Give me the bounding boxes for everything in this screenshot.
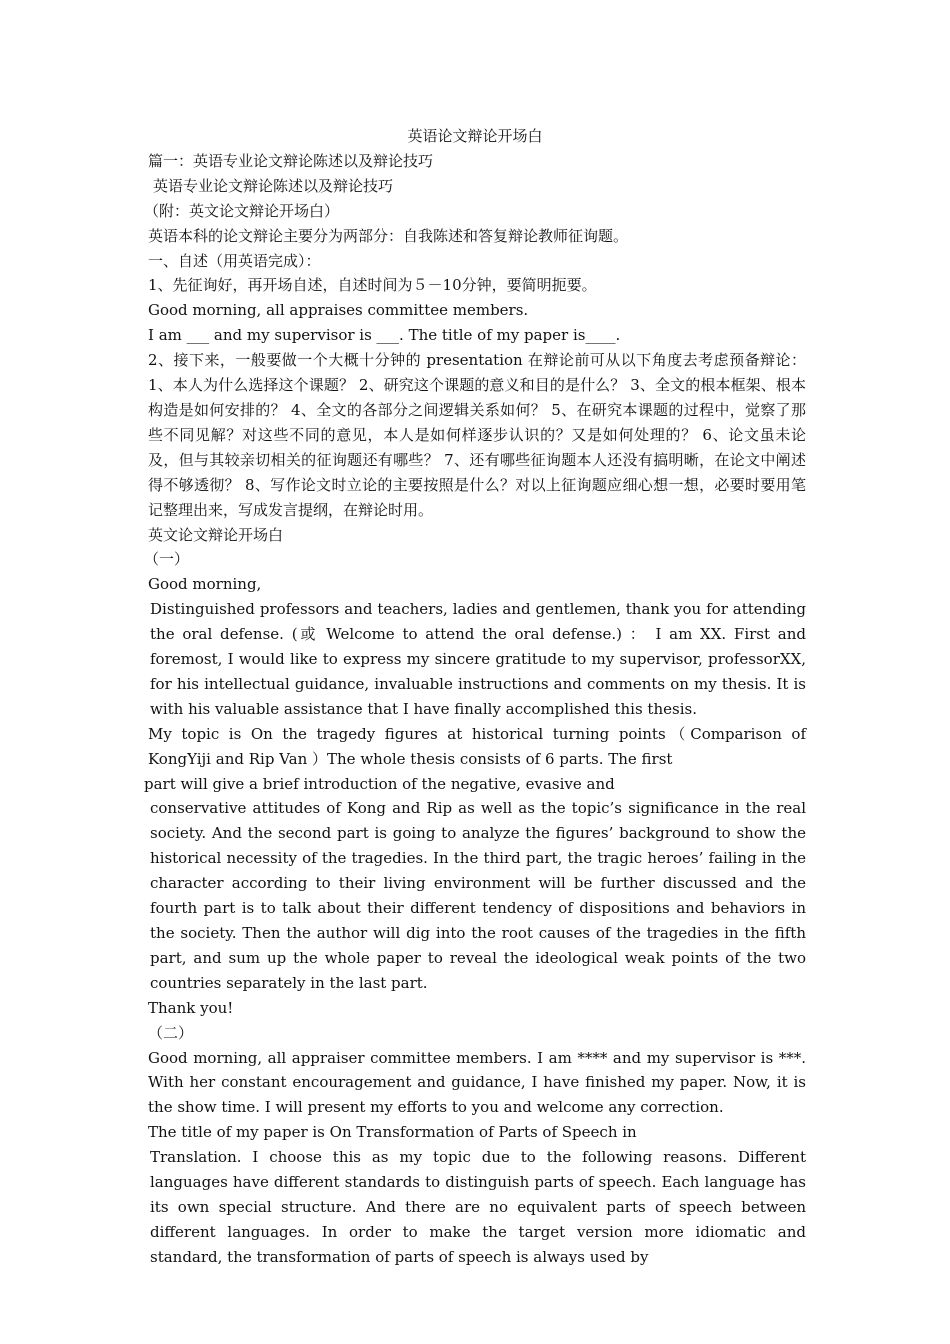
section-number: （二）: [148, 1023, 194, 1042]
paragraph: conservative attitudes of Kong and Rip as well as the topic’s significance in the real society. And the second part is going to analyze the figures’ background to show the historical necessity of the tragedies. In the third part, the tragic heroes’ failing in the character according to their living environment will be further discussed and the fourth part is to talk about their different tendency of dispositions and behaviors in the society. Then the author will dig into the root causes of the tragedies in the fifth part, and sum up the whole paper to reveal the ideological weak points of the two countries separately in the last part.: [150, 799, 806, 992]
paragraph: Thank you!: [148, 998, 234, 1017]
paragraph: Distinguished professors and teachers, ladies and gentlemen, thank you for attending the oral defense. (或 Welcome to attend the oral defense.) ： I am XX. First and foremost, I would like to express my sincere gratitude to my supervisor, professorXX, for his intellectual guidance, invaluable instructions and comments on my thesis. It is with his valuable assistance that I have finally accomplished this thesis.: [150, 600, 806, 718]
paragraph: 2、接下来，一般要做一个大概十分钟的 presentation 在辩论前可从以下角度去考虑预备辩论： 1、本人为什么选择这个课题？ 2、研究这个课题的意义和目的是什么？ 3、全文的根本框架、根本构造是如何安排的？ 4、全文的各部分之间逻辑关系如何？ 5、在研究本课题的过程中，觉察了那些不同见解？对这些不同的意见，本人是如何样逐步认识的？又是如何处理的？ 6、论文虽未论及，但与其较亲切相关的征询题还有哪些？ 7、还有哪些征询题本人还没有搞明晰，在论文中阐述得不够透彻？ 8、写作论文时立论的主要按照是什么？对以上征询题应细心想一想，必要时要用笔记整理出来，写成发言提纲，在辩论时用。: [148, 351, 806, 519]
paragraph: 1、先征询好，再开场自述，自述时间为５－10分钟，要简明扼要。: [148, 276, 597, 295]
section-heading: 英文论文辩论开场白: [148, 525, 284, 544]
paragraph: The title of my paper is On Transformation of Parts of Speech in: [148, 1123, 637, 1142]
paragraph: 一、自述（用英语完成）：: [148, 251, 321, 270]
paragraph: Good morning, all appraises committee members.: [148, 301, 529, 320]
paragraph: part will give a brief introduction of the negative, evasive and: [144, 774, 615, 793]
paragraph: I am ___ and my supervisor is ___. The title of my paper is____.: [148, 326, 621, 345]
document-title: 英语论文辩论开场白: [407, 127, 543, 145]
section-number: （一）: [144, 550, 190, 569]
subheading: 英语专业论文辩论陈述以及辩论技巧: [153, 176, 394, 195]
paragraph: 英语本科的论文辩论主要分为两部分：自我陈述和答复辩论教师征询题。: [148, 226, 629, 245]
paragraph: Good morning, all appraiser committee members. I am **** and my supervisor is ***. With her constant encouragement and guidance, I have finished my paper. Now, it is the show time. I will present my efforts to you and welcome any correction.: [148, 1048, 806, 1117]
section-heading: 篇一：英语专业论文辩论陈述以及辩论技巧: [148, 151, 434, 170]
paragraph: Good morning,: [148, 575, 262, 594]
note-line: （附：英文论文辩论开场白）: [144, 201, 340, 220]
paragraph: My topic is On the tragedy figures at historical turning points（Comparison of KongYiji and Rip Van ）The whole thesis consists of 6 parts. The first: [148, 724, 806, 768]
paragraph: Translation. I choose this as my topic due to the following reasons. Different languages have different standards to distinguish parts of speech. Each language has its own special structure. And there are no equivalent parts of speech between different languages. In order to make the target version more idiomatic and standard, the transformation of parts of speech is always used by: [150, 1148, 806, 1266]
document-page: [144, 124, 806, 1270]
